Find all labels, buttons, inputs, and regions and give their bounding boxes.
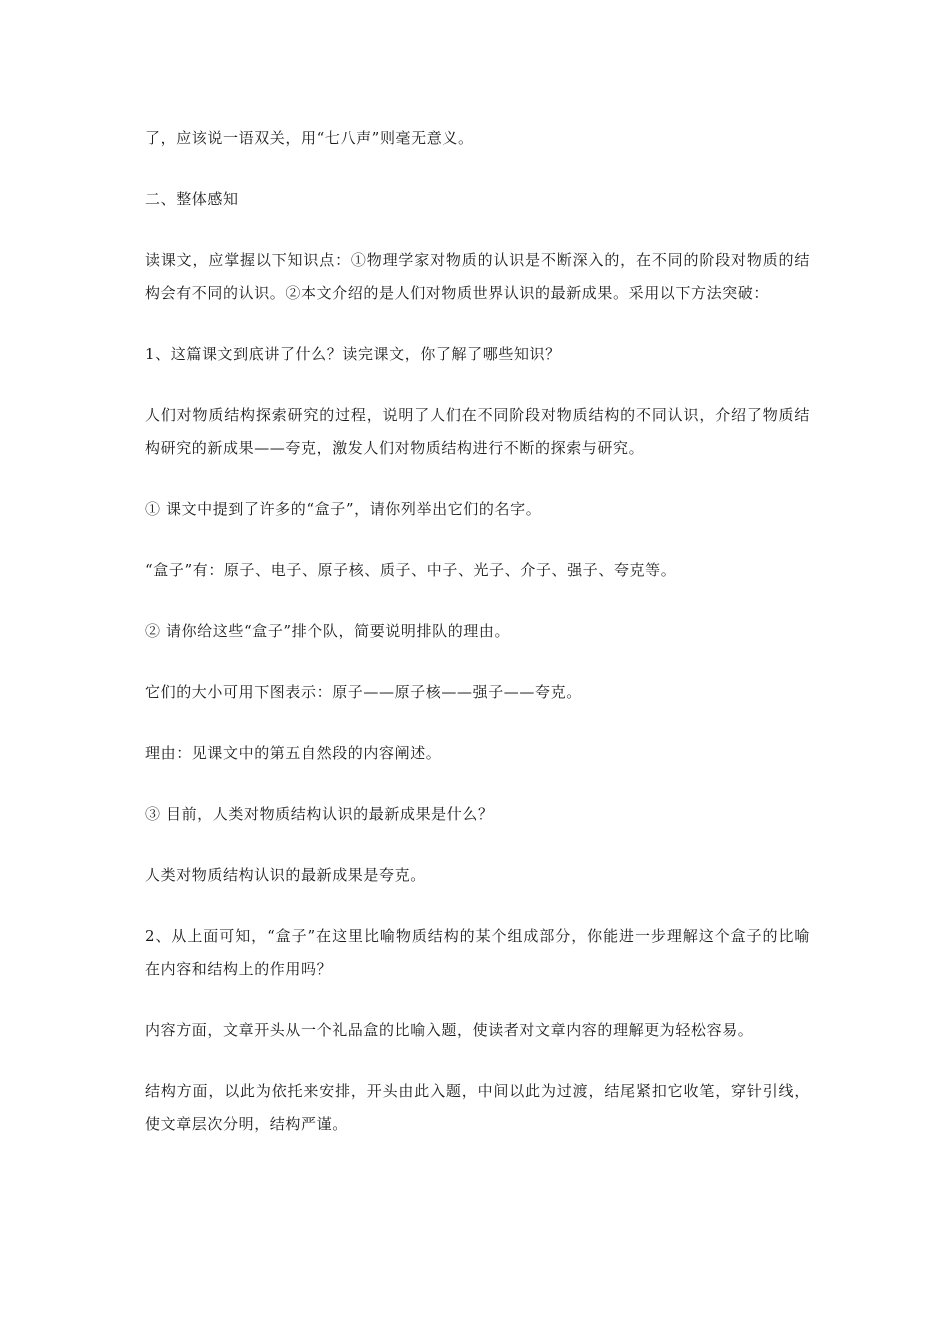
paragraph-continuation: 了，应该说一语双关，用“七八声”则毫无意义。 bbox=[145, 129, 474, 147]
sub-question-1: ① 课文中提到了许多的“盒子”，请你列举出它们的名字。 bbox=[145, 500, 542, 518]
answer-2-content: 内容方面，文章开头从一个礼品盒的比喻入题，使读者对文章内容的理解更为轻松容易。 bbox=[145, 1021, 754, 1039]
section-heading-overall-perception: 二、整体感知 bbox=[145, 190, 239, 208]
sub-answer-2-reason: 理由：见课文中的第五自然段的内容阐述。 bbox=[145, 744, 442, 762]
sub-answer-1: “盒子”有：原子、电子、原子核、质子、中子、光子、介子、强子、夸克等。 bbox=[145, 561, 677, 579]
answer-1: 人们对物质结构探索研究的过程，说明了人们在不同阶段对物质结构的不同认识，介绍了物质结构研究的新成果——夸克，激发人们对物质结构进行不断的探索与研究。 bbox=[145, 406, 810, 457]
sub-question-3: ③ 目前，人类对物质结构认识的最新成果是什么？ bbox=[145, 805, 494, 823]
answer-2-structure: 结构方面，以此为依托来安排，开头由此入题，中间以此为过渡，结尾紧扣它收笔，穿针引线，使文章层次分明，结构严谨。 bbox=[145, 1082, 810, 1133]
sub-answer-3: 人类对物质结构认识的最新成果是夸克。 bbox=[145, 866, 426, 884]
sub-question-2: ② 请你给这些“盒子”排个队，简要说明排队的理由。 bbox=[145, 622, 511, 640]
question-2: 2、从上面可知，“盒子”在这里比喻物质结构的某个组成部分，你能进一步理解这个盒子的比喻在内容和结构上的作用吗？ bbox=[145, 927, 810, 978]
document-body bbox=[145, 122, 810, 1141]
question-1: 1、这篇课文到底讲了什么？读完课文，你了解了哪些知识？ bbox=[145, 345, 561, 363]
paragraph-knowledge-points: 读课文，应掌握以下知识点：①物理学家对物质的认识是不断深入的，在不同的阶段对物质的结构会有不同的认识。②本文介绍的是人们对物质世界认识的最新成果。采用以下方法突破： bbox=[145, 251, 810, 302]
sub-answer-2: 它们的大小可用下图表示：原子——原子核——强子——夸克。 bbox=[145, 683, 582, 701]
